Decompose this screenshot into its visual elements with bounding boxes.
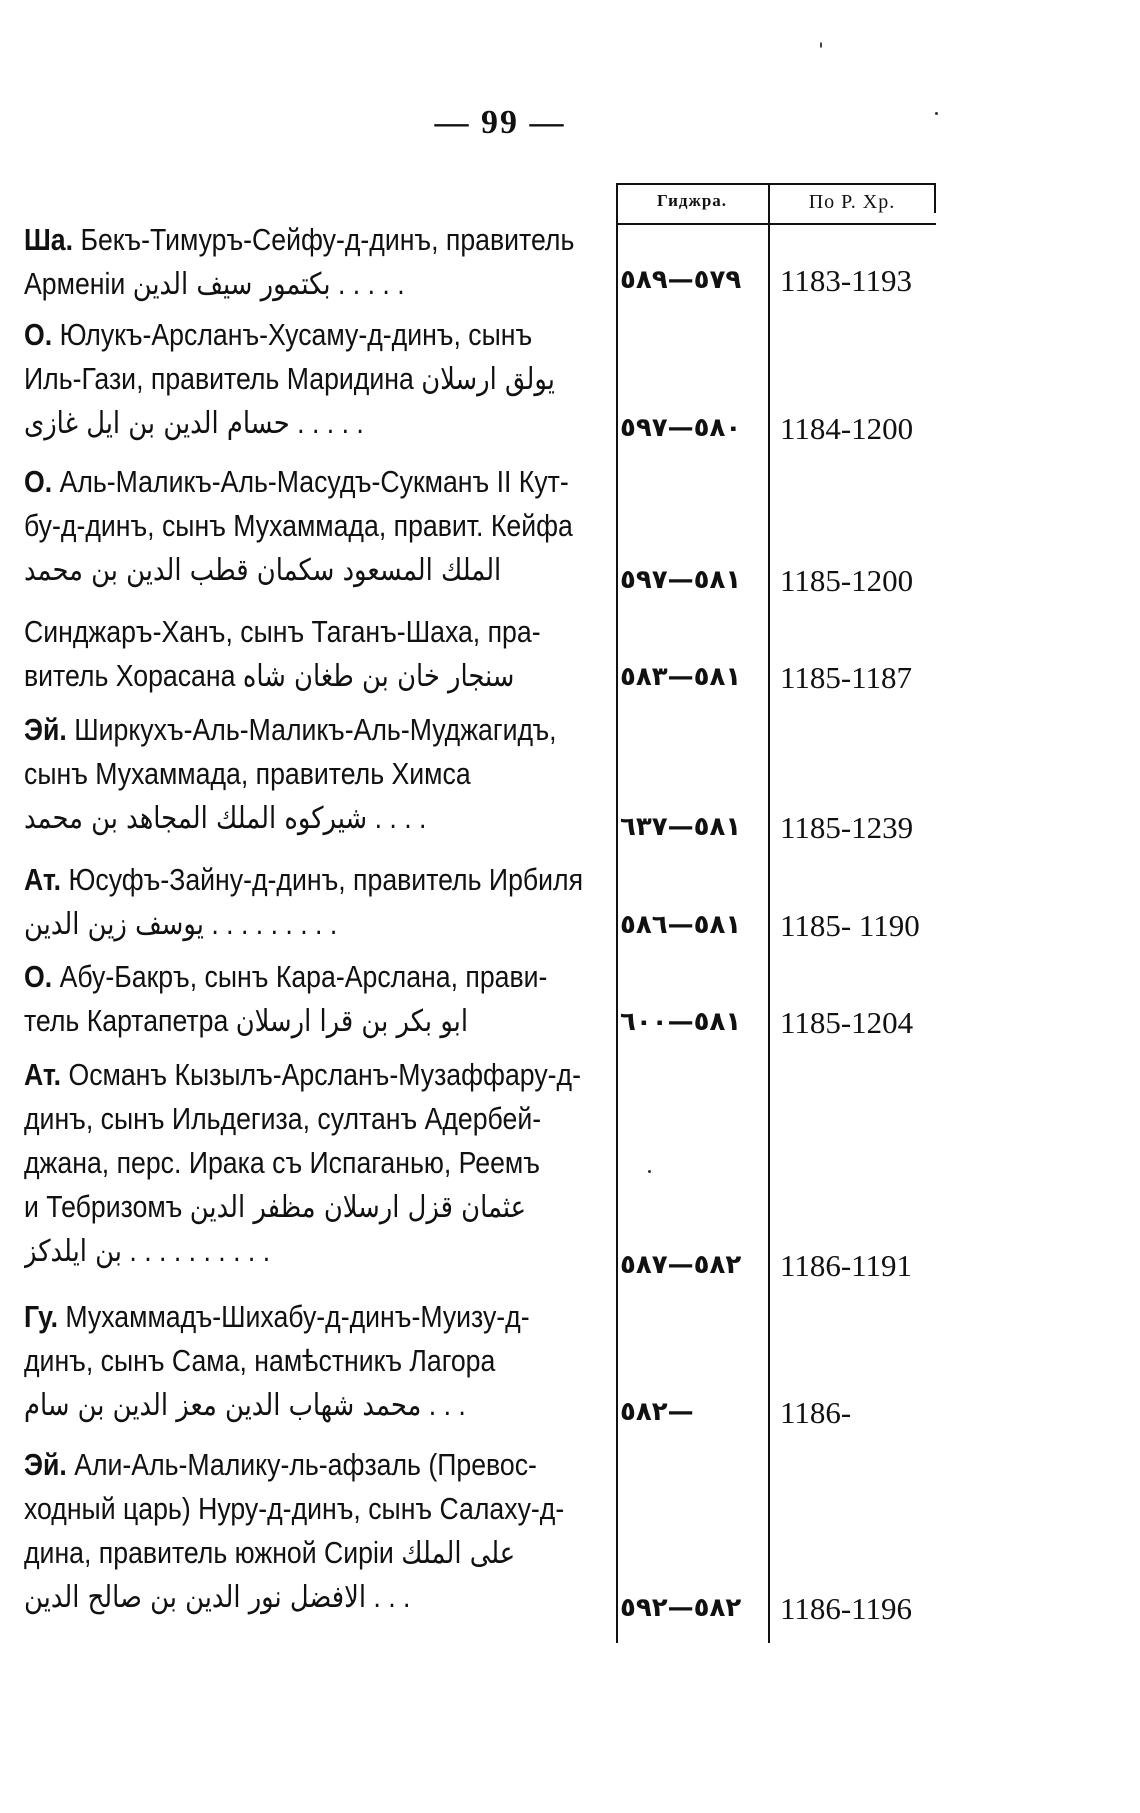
ad-years: 1186- <box>780 1395 852 1430</box>
dynasty-abbr: Ат. <box>24 862 62 897</box>
entry-text: бу-д-динъ, сынъ Мухаммада, правит. Кейфа <box>24 508 573 543</box>
ad-years: 1185-1187 <box>780 660 913 695</box>
ad-years: 1185-1239 <box>780 810 914 845</box>
entry-text: динъ, сынъ Ильдегиза, султанъ Адербей- <box>24 1101 542 1136</box>
arabic-name: بكتمور سيف الدين <box>132 267 331 302</box>
dynasty-abbr: Гу. <box>24 1299 58 1334</box>
entry-text: Юсуфъ-Зайну-д-динъ, правитель Ирбиля <box>68 862 584 897</box>
hijra-years: ٥٨١—٦٣٧ <box>620 812 742 842</box>
entry-text: Али-Аль-Малику-ль-афзаль (Превос- <box>74 1447 537 1482</box>
entry-text: витель Хорасана <box>24 658 236 693</box>
dynasty-abbr: О. <box>24 959 53 994</box>
print-speck <box>648 1170 651 1173</box>
ruler-entry: Эй. Ширкухъ-Аль-Маликъ-Аль-Муджагидъ, сынъ Мухаммада, правитель Химса شيركوه الملك المجاهد بن محمد . . . . <box>24 712 557 836</box>
entry-text: Арменіи <box>24 266 126 301</box>
hijra-years: ٥٨١—٥٨٣ <box>620 662 742 692</box>
hijra-column-header: Гиджра. <box>656 191 728 210</box>
arabic-name: يوسف زين الدين <box>24 907 204 942</box>
arabic-name: الملك المسعود سكمان قطب الدين بن محمد <box>24 553 502 588</box>
ad-years: 1185-1204 <box>780 1005 914 1040</box>
ad-column-header: По Р. Хр. <box>808 191 896 213</box>
hijra-years: ٥٧٩—٥٨٩ <box>620 265 742 295</box>
entry-text: Иль-Гази, правитель Маридина <box>24 361 414 396</box>
ad-years: 1183-1193 <box>780 263 913 298</box>
entry-text: джана, перс. Ирака съ Испаганью, Реемъ <box>24 1145 540 1180</box>
entry-text: динъ, сынъ Сама, намѣстникъ Лагора <box>24 1343 496 1378</box>
hijra-years: ٥٨٢—٥٩٢ <box>620 1593 742 1623</box>
ad-years: 1185-1200 <box>780 563 914 598</box>
entry-text: Аль-Маликъ-Аль-Масудъ-Сукманъ II Кут- <box>59 464 569 499</box>
entry-text: дина, правитель южной Сиріи <box>24 1535 394 1570</box>
dynasty-abbr: О. <box>24 464 53 499</box>
ad-years: 1186-1196 <box>780 1591 913 1626</box>
table-top-rule <box>616 183 936 185</box>
ruler-entry: Ат. Османъ Кызылъ-Арсланъ-Музаффару-д- динъ, сынъ Ильдегиза, султанъ Адербей- джана, перс. Ирака съ Испаганью, Реемъ и Тебризомъ عثمان قزل ارسلان مظفر الدين بن ايلدكز . . . . . . . . . . <box>24 1057 581 1269</box>
entry-text: сынъ Мухаммада, правитель Химса <box>24 756 471 791</box>
arabic-name: بن ايلدكز <box>24 1234 122 1269</box>
entry-text: Османъ Кызылъ-Арсланъ-Музаффару-д- <box>68 1057 581 1092</box>
entry-text: Юлукъ-Арсланъ-Хусаму-д-динъ, сынъ <box>59 317 533 352</box>
hijra-years: ٥٨٢— <box>620 1397 694 1427</box>
ruler-entry: Эй. Али-Аль-Малику-ль-афзаль (Превос- ходный царь) Нуру-д-динъ, сынъ Салаху-д- дина, правитель южной Сиріи على الملك الافضل نور الدين بن صالح الدين . . . <box>24 1447 565 1615</box>
arabic-name: ابو بكر بن قرا ارسلان <box>235 1004 469 1039</box>
hijra-years: ٥٨١—٥٨٦ <box>620 910 742 940</box>
arabic-name: محمد شهاب الدين معز الدين بن سام <box>24 1388 422 1423</box>
arabic-name: شيركوه الملك المجاهد بن محمد <box>24 801 368 836</box>
ad-years: 1184-1200 <box>780 411 914 446</box>
ruler-entry <box>24 460 614 592</box>
arabic-name: يولق ارسلان <box>421 362 555 397</box>
dynasty-abbr: Ша. <box>24 222 74 257</box>
hijra-years: ٥٨١—٦٠٠ <box>620 1007 742 1037</box>
dynasty-abbr: Ат. <box>24 1057 62 1092</box>
print-speck <box>820 42 822 48</box>
dynasty-abbr: Эй. <box>24 712 67 747</box>
table-header-rule <box>616 223 936 225</box>
ad-years: 1186-1191 <box>780 1248 913 1283</box>
entry-text: Ширкухъ-Аль-Маликъ-Аль-Муджагидъ, <box>74 712 557 747</box>
ruler-entry <box>24 955 614 1043</box>
ruler-entry: Ша. Бекъ-Тимуръ-Сейфу-д-динъ, правитель Арменіи بكتمور سيف الدين . . . . . <box>24 222 575 302</box>
ruler-entry: Гу. Мухаммадъ-Шихабу-д-динъ-Муизу-д- динъ, сынъ Сама, намѣстникъ Лагора محمد شهاب الدين معز الدين بن سام . . . <box>24 1299 530 1423</box>
ruler-entry: Ат. Юсуфъ-Зайну-д-динъ, правитель Ирбиля يوسف زين الدين . . . . . . . . . <box>24 862 584 942</box>
entry-text: Бекъ-Тимуръ-Сейфу-д-динъ, правитель <box>80 222 575 257</box>
entry-text: Мухаммадъ-Шихабу-д-динъ-Муизу-д- <box>65 1299 530 1334</box>
entry-text: и Тебризомъ <box>24 1189 183 1224</box>
hijra-years: ٥٨٢—٥٨٧ <box>620 1250 742 1280</box>
column-rule-middle <box>768 183 770 1643</box>
ad-years: 1185- 1190 <box>780 908 920 943</box>
arabic-name: عثمان قزل ارسلان مظفر الدين <box>189 1190 527 1225</box>
dynasty-abbr: Эй. <box>24 1447 67 1482</box>
page-number: — 99 — <box>434 104 566 141</box>
arabic-name: على الملك <box>401 1536 516 1571</box>
ruler-entry <box>24 610 614 698</box>
arabic-name: سنجار خان بن طغان شاه <box>242 659 515 694</box>
print-speck <box>935 112 938 115</box>
entry-text: тель Картапетра <box>24 1003 229 1038</box>
column-rule-left <box>616 183 618 1643</box>
ruler-entry: О. Юлукъ-Арсланъ-Хусаму-д-динъ, сынъ Иль-Гази, правитель Маридина يولق ارسلان حسام الدين بن ايل غازى . . . . . <box>24 317 555 441</box>
arabic-name: الافضل نور الدين بن صالح الدين <box>24 1580 366 1615</box>
hijra-years: ٥٨١—٥٩٧ <box>620 565 742 595</box>
arabic-name: حسام الدين بن ايل غازى <box>24 406 290 441</box>
entry-text: ходный царь) Нуру-д-динъ, сынъ Салаху-д- <box>24 1491 565 1526</box>
entry-text: Синджаръ-Ханъ, сынъ Таганъ-Шаха, пра- <box>24 614 541 649</box>
entry-text: Абу-Бакръ, сынъ Кара-Арслана, прави- <box>59 959 548 994</box>
dynasty-abbr: О. <box>24 317 53 352</box>
hijra-years: ٥٨٠—٥٩٧ <box>620 413 742 443</box>
